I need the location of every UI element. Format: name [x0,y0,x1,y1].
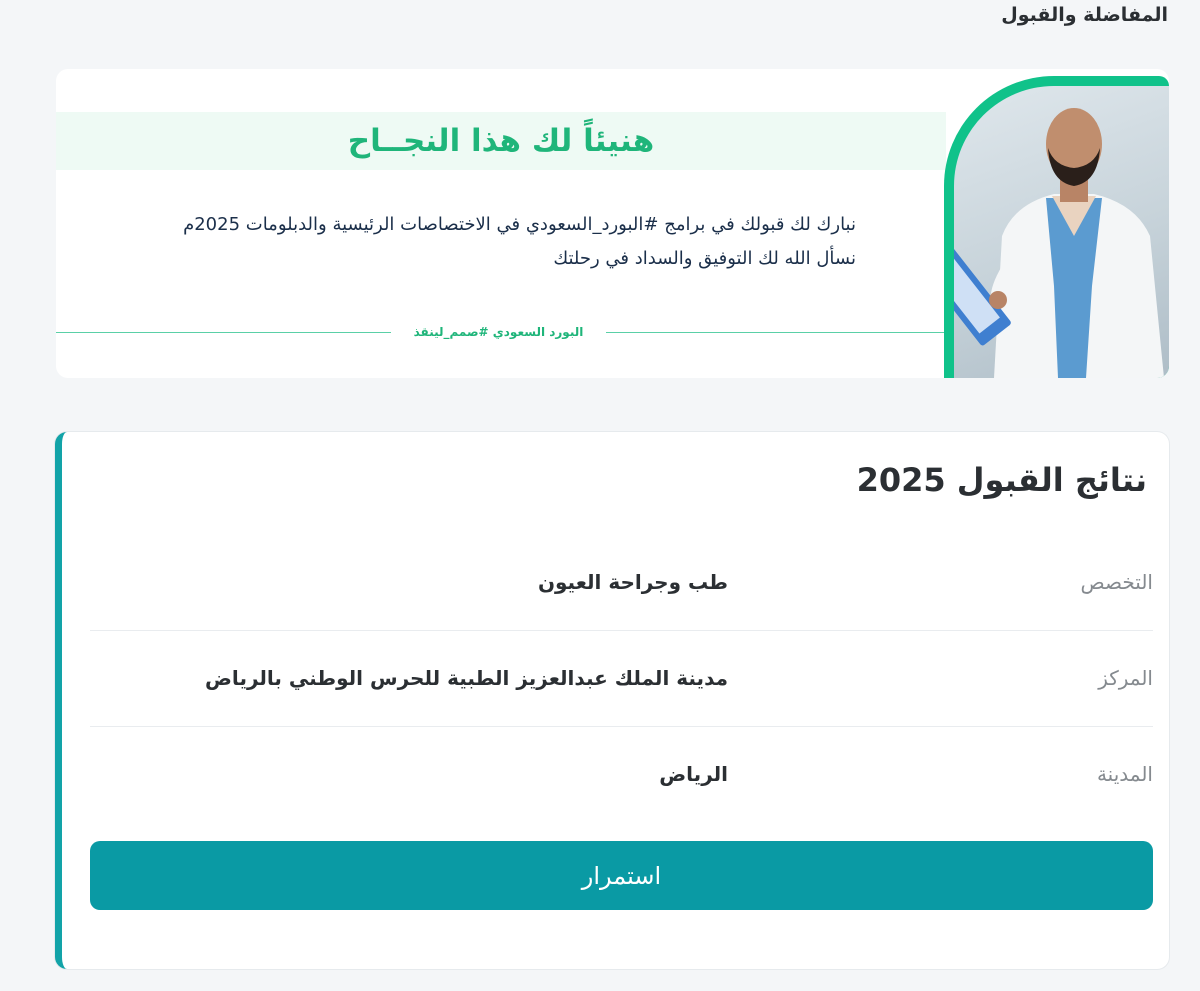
center-row [90,630,1153,727]
doctor-photo [954,86,1169,378]
doctor-photo-frame [944,76,1169,378]
city-value: الرياض [659,762,728,786]
specialty-value: طب وجراحة العيون [537,570,728,594]
banner-message-line-2: نسأل الله لك التوفيق والسداد في رحلتك [553,248,856,269]
continue-button[interactable]: استمرار [90,841,1153,910]
specialty-label: التخصص [1080,570,1153,594]
center-label: المركز [1098,666,1153,690]
city-label: المدينة [1096,762,1153,786]
banner-title: هنيئاً لك هذا النجــاح [347,123,655,159]
banner-hashtag: البورد السعودي #صمم_لينقذ [391,320,606,344]
center-value: مدينة الملك عبدالعزيز الطبية للحرس الوطني بالرياض [205,666,728,690]
congratulations-banner [56,69,1169,378]
specialty-row [90,534,1153,631]
admission-results-card [55,432,1169,969]
doctor-illustration [954,86,1169,378]
city-row [90,726,1153,822]
results-title: نتائج القبول 2025 [856,461,1147,499]
banner-message-line-1: نبارك لك قبولك في برامج #البورد_السعودي في الاختصاصات الرئيسية والدبلومات 2025م [183,214,856,235]
page-title: المفاضلة والقبول [1001,4,1168,26]
